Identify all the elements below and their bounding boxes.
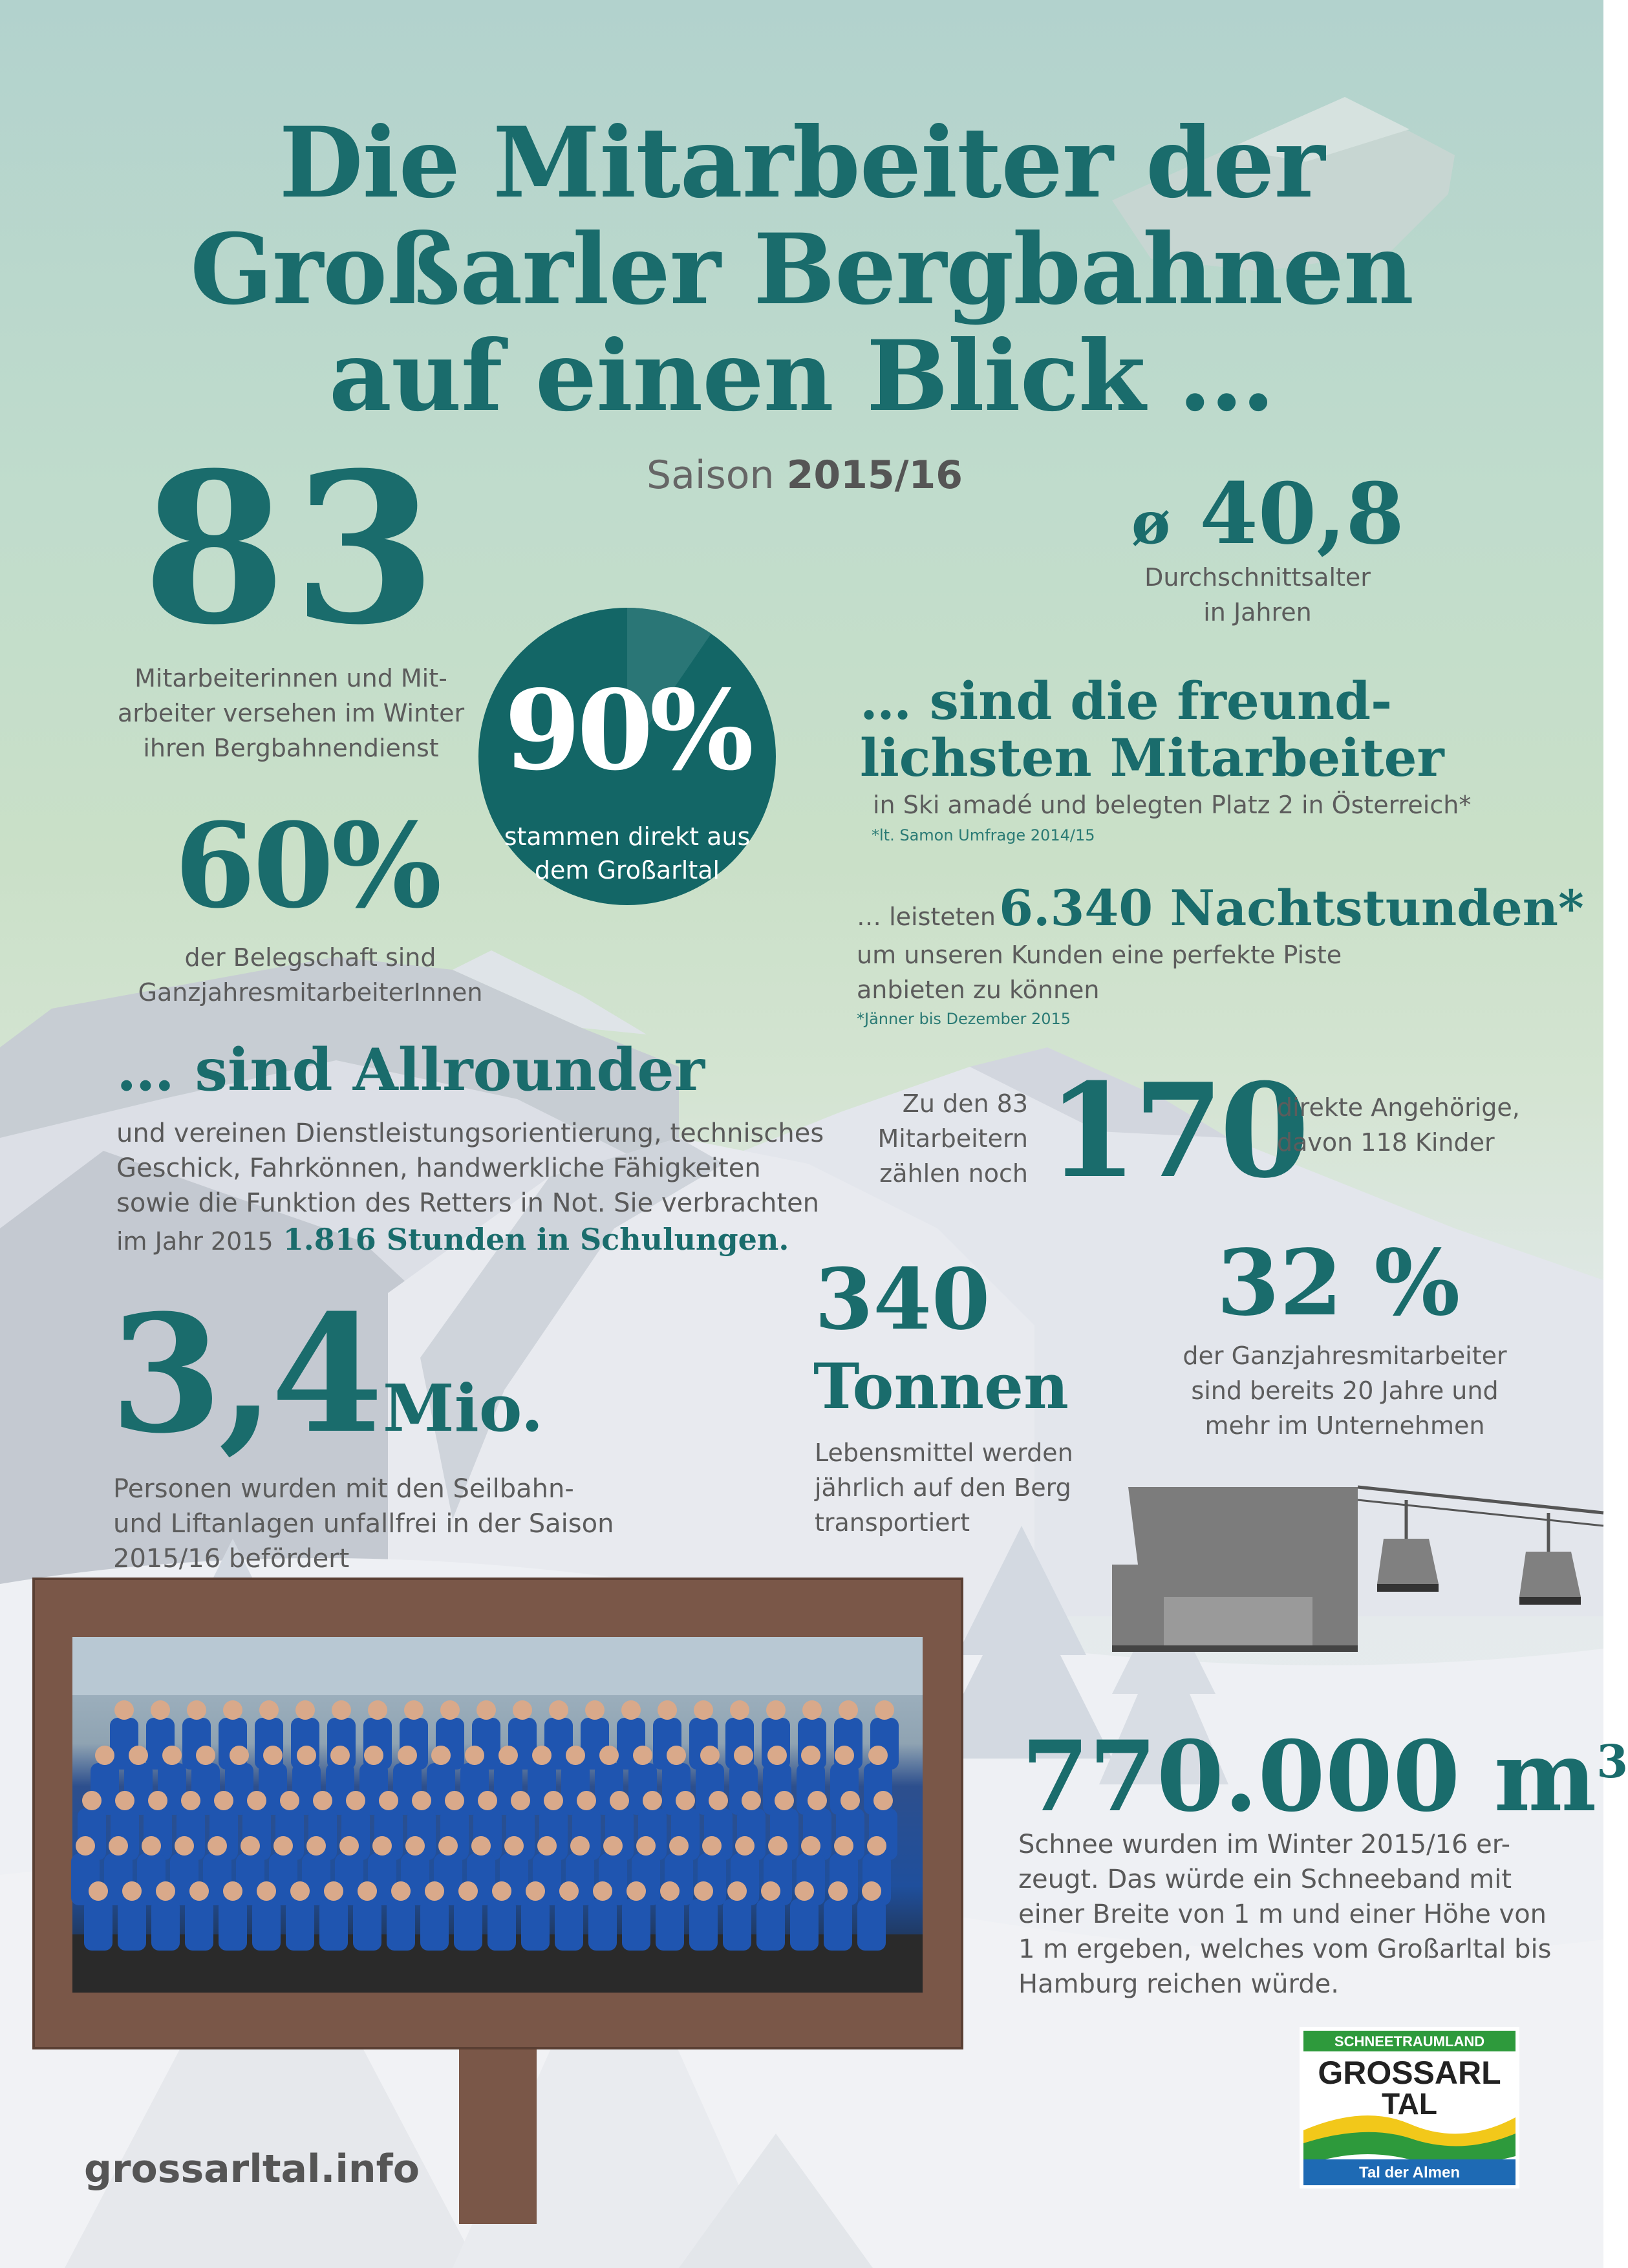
lift-station-roof	[1128, 1487, 1358, 1565]
person-body	[151, 1899, 180, 1951]
person-head	[257, 1881, 276, 1901]
diameter-icon: ø	[1131, 489, 1171, 557]
stat-friendly-headline	[860, 672, 1444, 786]
person-head	[734, 1746, 753, 1765]
person-head	[873, 1791, 893, 1810]
stat-170-right-text	[1277, 1090, 1520, 1160]
person-head	[667, 1746, 686, 1765]
person-head	[802, 1700, 822, 1720]
stat-60-text	[97, 940, 524, 1010]
person-head	[156, 1881, 175, 1901]
title-line: Großarler Bergbahnen	[190, 213, 1413, 326]
team-photo-figures	[72, 1637, 923, 1993]
person-head	[280, 1791, 299, 1810]
person-head	[834, 1836, 853, 1856]
person-head	[398, 1746, 417, 1765]
text-line: und Liftanlagen unfallfrei in der Saison	[113, 1509, 614, 1539]
logo-line2-text: TAL	[1381, 2087, 1438, 2121]
person-head	[297, 1746, 316, 1765]
person-head	[324, 1881, 343, 1901]
stat-night-line	[857, 879, 1584, 937]
person-head	[339, 1836, 359, 1856]
text-line: Hamburg reichen würde.	[1018, 1969, 1339, 1999]
text-line: Schnee wurden im Winter 2015/16 er-	[1018, 1830, 1511, 1859]
stat-age-text	[1086, 560, 1429, 630]
person-head	[730, 1700, 749, 1720]
person-head	[875, 1700, 894, 1720]
person-head	[241, 1836, 260, 1856]
person-head	[526, 1881, 545, 1901]
person-head	[76, 1836, 95, 1856]
person-head	[379, 1791, 398, 1810]
text-line: Durchschnittsalter	[1144, 563, 1371, 592]
logo-top-text: SCHNEETRAUMLAND	[1334, 2033, 1485, 2049]
person-head	[290, 1881, 310, 1901]
stat-340-value: 340	[815, 1250, 991, 1349]
grossarltal-logo	[1300, 2027, 1519, 2188]
text-line: Geschick, Fahrkönnen, handwerkliche Fähigkeiten	[116, 1153, 761, 1183]
stat-32-text	[1151, 1338, 1539, 1443]
person-head	[867, 1836, 886, 1856]
person-head	[676, 1791, 695, 1810]
person-head	[458, 1881, 478, 1901]
stat-34-unit: Mio.	[383, 1370, 544, 1446]
text-line: zählen noch	[879, 1159, 1028, 1188]
text-line: sind bereits 20 Jahre und	[1191, 1376, 1499, 1405]
text-line: stammen direkt aus	[504, 822, 751, 851]
stat-allround-last-line	[116, 1222, 789, 1257]
person-head	[735, 1836, 755, 1856]
person-head	[330, 1746, 350, 1765]
stat-snow-sup: 3	[1596, 1735, 1628, 1788]
person-body	[622, 1899, 650, 1951]
person-head	[391, 1881, 411, 1901]
person-head	[775, 1791, 794, 1810]
person-head	[599, 1746, 619, 1765]
text-line: 1 m ergeben, welches vom Großarltal bis	[1018, 1934, 1552, 1964]
text-line: um unseren Kunden eine perfekte Piste	[857, 941, 1342, 969]
text-line: der Belegschaft sind	[184, 943, 436, 972]
text-line: GanzjahresmitarbeiterInnen	[138, 978, 483, 1007]
title-line: auf einen Blick …	[328, 319, 1275, 433]
person-head	[440, 1700, 460, 1720]
text-line: und vereinen Dienstleistungsorientierung, technisches	[116, 1118, 824, 1148]
person-head	[223, 1700, 242, 1720]
person-head	[332, 1700, 351, 1720]
stat-60-value: 60%	[175, 798, 440, 934]
text-line: der Ganzjahresmitarbeiter	[1183, 1342, 1507, 1370]
text-line: in Jahren	[1203, 598, 1312, 626]
person-head	[404, 1700, 423, 1720]
person-head	[577, 1791, 596, 1810]
text-line: Personen wurden mit den Seilbahn-	[113, 1474, 574, 1504]
team-photo-frame	[32, 1578, 963, 2049]
person-body	[790, 1899, 819, 1951]
stat-34-line	[110, 1279, 544, 1469]
person-body	[521, 1899, 550, 1951]
person-head	[187, 1700, 206, 1720]
text-line: dem Großarltal	[534, 856, 720, 884]
person-head	[513, 1700, 532, 1720]
person-head	[259, 1700, 279, 1720]
stat-night-prefix: … leisteten	[857, 903, 996, 931]
team-photo	[72, 1637, 923, 1993]
stat-age-number: 40,8	[1199, 464, 1404, 563]
person-head	[504, 1836, 524, 1856]
text-line: Mitarbeitern	[877, 1124, 1028, 1153]
person-head	[151, 1700, 170, 1720]
person-head	[498, 1746, 518, 1765]
person-head	[627, 1881, 646, 1901]
person-head	[438, 1836, 458, 1856]
person-head	[346, 1791, 365, 1810]
person-head	[700, 1746, 720, 1765]
person-body	[387, 1899, 415, 1951]
person-head	[405, 1836, 425, 1856]
text-line: anbieten zu können	[857, 976, 1100, 1004]
person-head	[761, 1881, 780, 1901]
person-head	[162, 1746, 182, 1765]
season-value: 2015/16	[786, 453, 963, 498]
text-line: einer Breite von 1 m und einer Höhe von	[1018, 1899, 1547, 1929]
stat-friendly-footnote: *lt. Samon Umfrage 2014/15	[872, 826, 1095, 844]
person-head	[801, 1836, 820, 1856]
person-head	[223, 1881, 242, 1901]
person-body	[118, 1899, 146, 1951]
person-body	[689, 1899, 718, 1951]
person-body	[219, 1899, 247, 1951]
text-line: davon 118 Kinder	[1277, 1128, 1495, 1157]
person-head	[263, 1746, 283, 1765]
stat-90-text	[478, 820, 776, 887]
person-head	[114, 1700, 134, 1720]
person-head	[766, 1700, 786, 1720]
text-line: Lebensmittel werden	[815, 1439, 1073, 1467]
person-head	[471, 1836, 491, 1856]
person-body	[185, 1899, 213, 1951]
person-head	[862, 1881, 881, 1901]
text-line: ihren Bergbahnendienst	[143, 734, 439, 762]
lift-station-window	[1164, 1597, 1312, 1649]
person-head	[142, 1836, 161, 1856]
person-body	[487, 1899, 516, 1951]
person-head	[633, 1746, 652, 1765]
stat-friendly-text: in Ski amadé und belegten Platz 2 in Österreich*	[873, 791, 1472, 819]
person-head	[643, 1791, 662, 1810]
person-head	[585, 1700, 605, 1720]
stat-340-text	[815, 1435, 1073, 1540]
stat-allround-prefix: im Jahr 2015	[116, 1227, 273, 1256]
person-head	[368, 1700, 387, 1720]
person-head	[566, 1746, 585, 1765]
person-head	[273, 1836, 293, 1856]
team-crowd	[71, 1700, 899, 1951]
person-head	[181, 1791, 200, 1810]
person-head	[839, 1700, 858, 1720]
stat-snow-value	[1022, 1707, 1628, 1832]
person-head	[208, 1836, 227, 1856]
stat-snow-number: 770.000 m	[1022, 1720, 1597, 1834]
person-head	[95, 1746, 114, 1765]
stat-34-value: 3,4	[110, 1279, 380, 1469]
stat-34-text	[113, 1471, 614, 1576]
person-head	[636, 1836, 656, 1856]
person-head	[431, 1746, 451, 1765]
person-head	[306, 1836, 326, 1856]
person-head	[511, 1791, 530, 1810]
person-head	[412, 1791, 431, 1810]
person-body	[824, 1899, 852, 1951]
person-head	[115, 1791, 134, 1810]
page-title	[0, 106, 1603, 433]
text-line: 2015/16 befördert	[113, 1544, 350, 1574]
person-head	[358, 1881, 377, 1901]
person-head	[478, 1791, 497, 1810]
person-head	[603, 1836, 623, 1856]
person-head	[801, 1746, 820, 1765]
text-line: direkte Angehörige,	[1277, 1093, 1520, 1122]
stat-90-value: 90%	[504, 666, 751, 795]
stat-90-circle	[478, 608, 776, 905]
person-body	[588, 1899, 617, 1951]
logo-line1-text: GROSSARL	[1318, 2055, 1501, 2091]
stat-170-value: 170	[1047, 1055, 1306, 1207]
person-head	[694, 1881, 713, 1901]
person-head	[658, 1700, 677, 1720]
person-body	[420, 1899, 449, 1951]
person-head	[835, 1746, 854, 1765]
person-body	[319, 1899, 348, 1951]
person-head	[372, 1836, 392, 1856]
person-head	[230, 1746, 249, 1765]
person-head	[795, 1881, 814, 1901]
person-body	[252, 1899, 281, 1951]
person-head	[559, 1881, 579, 1901]
person-head	[477, 1700, 496, 1720]
person-head	[767, 1746, 787, 1765]
person-head	[621, 1700, 641, 1720]
person-head	[768, 1836, 787, 1856]
stat-allround-headline: … sind Allrounder	[116, 1036, 705, 1104]
logo-bottom-text: Tal der Almen	[1358, 2164, 1461, 2181]
person-head	[214, 1791, 233, 1810]
person-head	[702, 1836, 722, 1856]
lift-station-base	[1112, 1645, 1358, 1652]
person-head	[828, 1881, 848, 1901]
stat-age-value	[1131, 465, 1404, 572]
person-head	[694, 1700, 713, 1720]
person-head	[445, 1791, 464, 1810]
person-head	[189, 1881, 209, 1901]
stat-snow-text	[1018, 1827, 1551, 2002]
person-body	[353, 1899, 381, 1951]
text-line: Mitarbeiterinnen und Mit-	[134, 664, 447, 692]
stat-allround-text	[116, 1116, 824, 1221]
person-head	[742, 1791, 761, 1810]
person-head	[129, 1746, 148, 1765]
person-body	[656, 1899, 684, 1951]
person-head	[465, 1746, 484, 1765]
footer-url-link[interactable]: grossarltal.info	[84, 2146, 420, 2192]
stat-night-text	[857, 937, 1342, 1007]
person-body	[84, 1899, 112, 1951]
person-head	[313, 1791, 332, 1810]
person-body	[756, 1899, 785, 1951]
person-head	[295, 1700, 315, 1720]
person-head	[425, 1881, 444, 1901]
logo-graphic	[1300, 2027, 1519, 2188]
stat-340-unit: Tonnen	[813, 1350, 1069, 1423]
stat-allround-hours: 1.816 Stunden in Schulungen.	[283, 1222, 789, 1257]
text-line: sowie die Funktion des Retters in Not. Sie verbrachten	[116, 1188, 820, 1218]
person-head	[610, 1791, 629, 1810]
person-head	[841, 1791, 860, 1810]
person-head	[148, 1791, 167, 1810]
stat-32-value: 32 %	[1216, 1230, 1461, 1336]
person-head	[196, 1746, 215, 1765]
sign-post	[459, 2043, 537, 2224]
person-head	[82, 1791, 102, 1810]
stat-83-value: 83	[142, 428, 444, 670]
text-line: jährlich auf den Berg	[815, 1473, 1071, 1502]
person-head	[544, 1791, 563, 1810]
title-line: Die Mitarbeiter der	[279, 106, 1325, 220]
text-line: zeugt. Das würde ein Schneeband mit	[1018, 1865, 1512, 1894]
person-body	[723, 1899, 751, 1951]
text-line: transportiert	[815, 1508, 970, 1537]
person-head	[175, 1836, 194, 1856]
person-head	[122, 1881, 142, 1901]
person-head	[247, 1791, 266, 1810]
person-head	[709, 1791, 728, 1810]
person-head	[660, 1881, 680, 1901]
person-head	[808, 1791, 827, 1810]
text-line: arbeiter versehen im Winter	[117, 699, 465, 727]
person-body	[555, 1899, 583, 1951]
person-head	[549, 1700, 568, 1720]
text-line: Zu den 83	[902, 1089, 1028, 1118]
person-head	[109, 1836, 128, 1856]
person-head	[868, 1746, 888, 1765]
person-head	[669, 1836, 689, 1856]
stat-83-text	[97, 661, 485, 765]
person-head	[537, 1836, 557, 1856]
headline-line: lichsten Mitarbeiter	[860, 727, 1444, 788]
season-label	[647, 453, 963, 498]
stat-170-left-text	[860, 1086, 1028, 1191]
stat-night-footnote: *Jänner bis Dezember 2015	[857, 1010, 1071, 1028]
person-head	[364, 1746, 383, 1765]
person-body	[454, 1899, 482, 1951]
text-line: mehr im Unternehmen	[1205, 1411, 1485, 1440]
season-label-text: Saison	[647, 453, 775, 498]
person-head	[593, 1881, 612, 1901]
person-head	[570, 1836, 590, 1856]
person-head	[89, 1881, 108, 1901]
person-head	[727, 1881, 747, 1901]
person-body	[286, 1899, 314, 1951]
person-head	[492, 1881, 511, 1901]
headline-line: … sind die freund-	[860, 670, 1393, 731]
stat-night-value: 6.340 Nachtstunden*	[999, 879, 1584, 937]
person-body	[857, 1899, 886, 1951]
person-head	[532, 1746, 552, 1765]
